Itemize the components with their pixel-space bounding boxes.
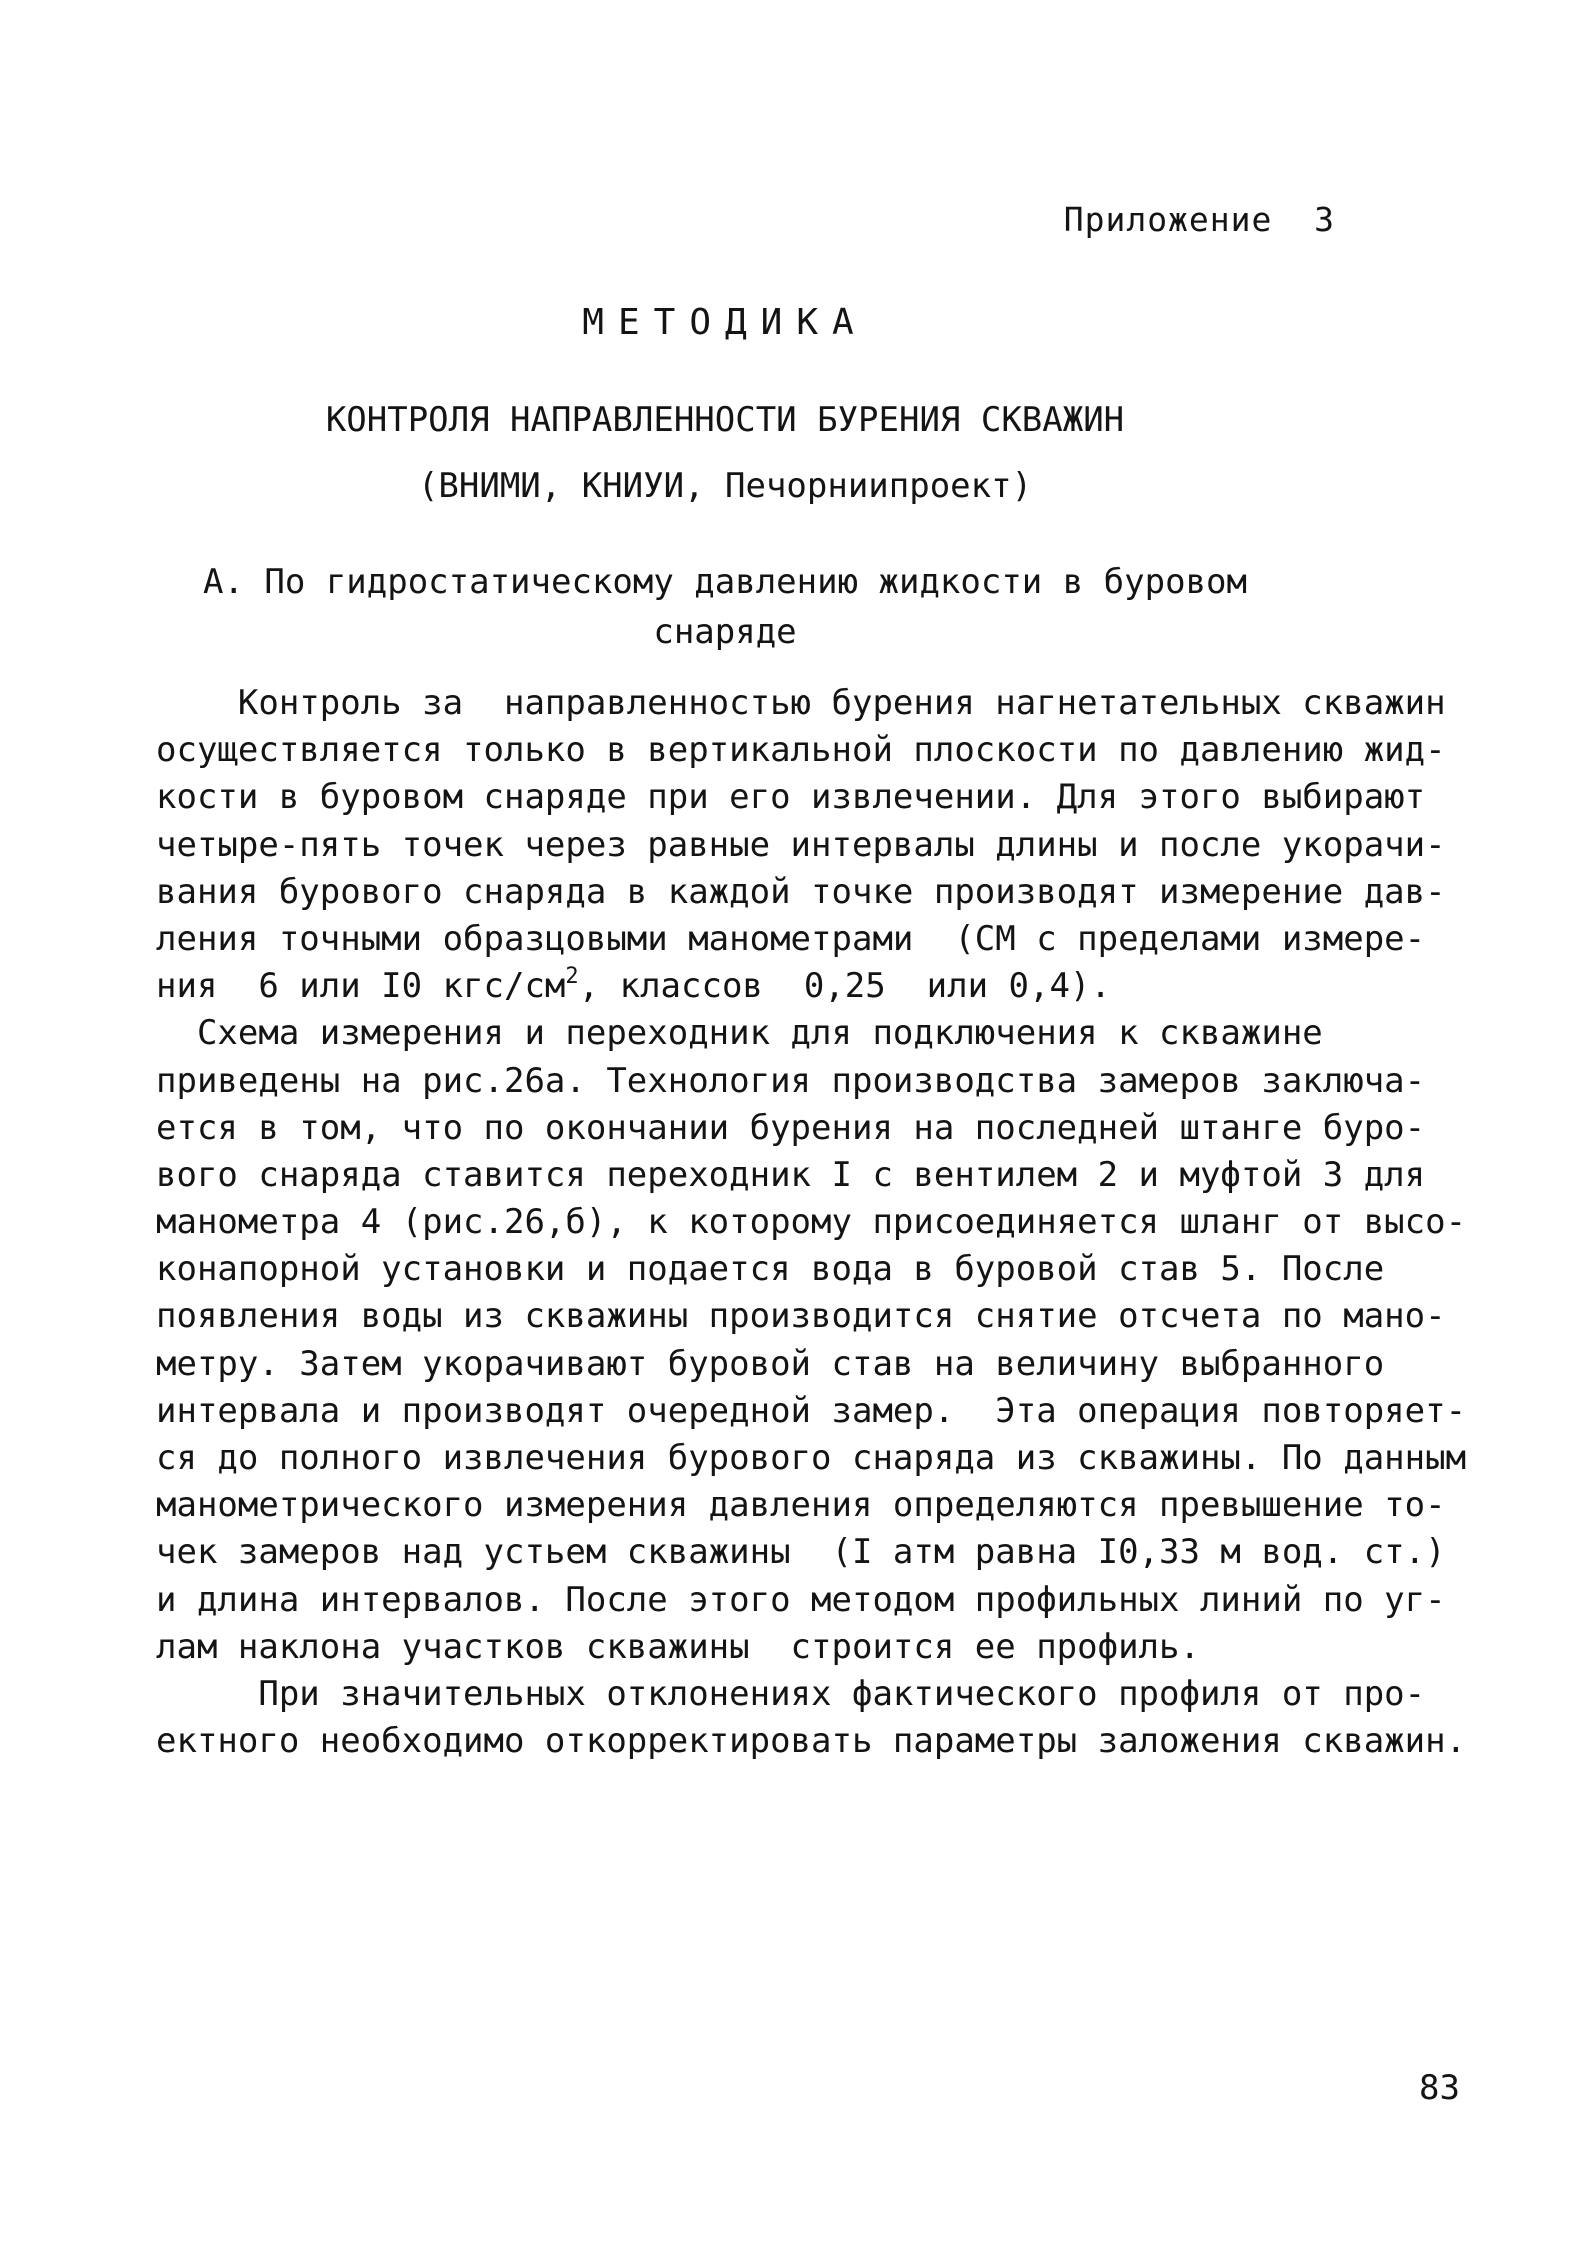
- page-title: МЕТОДИКА: [582, 302, 868, 343]
- body-line: появления воды из скважины производится снятие отсчета по мано-: [156, 1296, 1446, 1337]
- body-line: При значительных отклонениях фактического профиля от про-: [156, 1673, 1426, 1714]
- body-line: вого снаряда ставится переходник I с вентилем 2 и муфтой 3 для: [156, 1154, 1426, 1195]
- body-line: ся до полного извлечения бурового снаряда из скважины. По данным: [156, 1438, 1467, 1478]
- body-line: и длина интервалов. После этого методом профильных линий по уг-: [156, 1579, 1446, 1620]
- body-line: чек замеров над устьем скважины (I атм равна I0,33 м вод. ст.): [156, 1532, 1446, 1573]
- body-line-start: ния 6 или I0 кгс/см: [156, 966, 566, 1007]
- body-line: метру. Затем укорачивают буровой став на величину выбранного: [156, 1343, 1385, 1384]
- subtitle-line-1: КОНТРОЛЯ НАПРАВЛЕННОСТИ БУРЕНИЯ СКВАЖИН: [325, 400, 1125, 440]
- body-line: ется в том, что по окончании бурения на последней штанге буро-: [156, 1107, 1426, 1148]
- body-line: манометрического измерения давления определяются превышение то-: [156, 1485, 1446, 1526]
- body-line: Схема измерения и переходник для подключения к скважине: [156, 1013, 1323, 1054]
- body-text: [156, 680, 1467, 1765]
- body-line: кости в буровом снаряде при его извлечении. Для этого выбирают: [156, 777, 1426, 818]
- subtitle-line-2: (ВНИМИ, КНИУИ, Печорниипроект): [417, 466, 1033, 506]
- body-line: вания бурового снаряда в каждой точке производят измерение дав-: [156, 871, 1446, 912]
- section-heading-line-1: А. По гидростатическому давлению жидкости в буровом: [203, 562, 1247, 602]
- body-line: манометра 4 (рис.26,б), к которому присоединяется шланг от высо-: [156, 1202, 1467, 1243]
- body-line: интервала и производят очередной замер. Эта операция повторяет-: [156, 1390, 1467, 1431]
- section-heading: [0, 557, 1450, 657]
- body-line: четыре-пять точек через равные интервалы длины и после укорачи-: [156, 824, 1446, 865]
- body-line: ектного необходимо откорректировать параметры заложения скважин.: [156, 1721, 1467, 1762]
- body-line-with-unit: [156, 963, 1456, 1010]
- body-line: Контроль за направленностью бурения нагнетательных скважин: [156, 683, 1446, 723]
- unit-superscript: 2: [565, 964, 579, 990]
- appendix-label: Приложение 3: [1063, 200, 1335, 239]
- body-line: конапорной установки и подается вода в буровой став 5. После: [156, 1249, 1385, 1290]
- body-line: ления точными образцовыми манометрами (СМ с пределами измере-: [156, 918, 1426, 959]
- page-number: 83: [1419, 2068, 1460, 2108]
- section-heading-line-2: снаряде: [653, 612, 797, 652]
- body-line-end: , классов 0,25 или 0,4).: [578, 966, 1111, 1007]
- body-line: осуществляется только в вертикальной плоскости по давлению жид-: [156, 730, 1446, 771]
- body-line: лам наклона участков скважины строится ее профиль.: [156, 1626, 1200, 1667]
- body-line: приведены на рис.26а. Технология производства замеров заключа-: [156, 1060, 1426, 1101]
